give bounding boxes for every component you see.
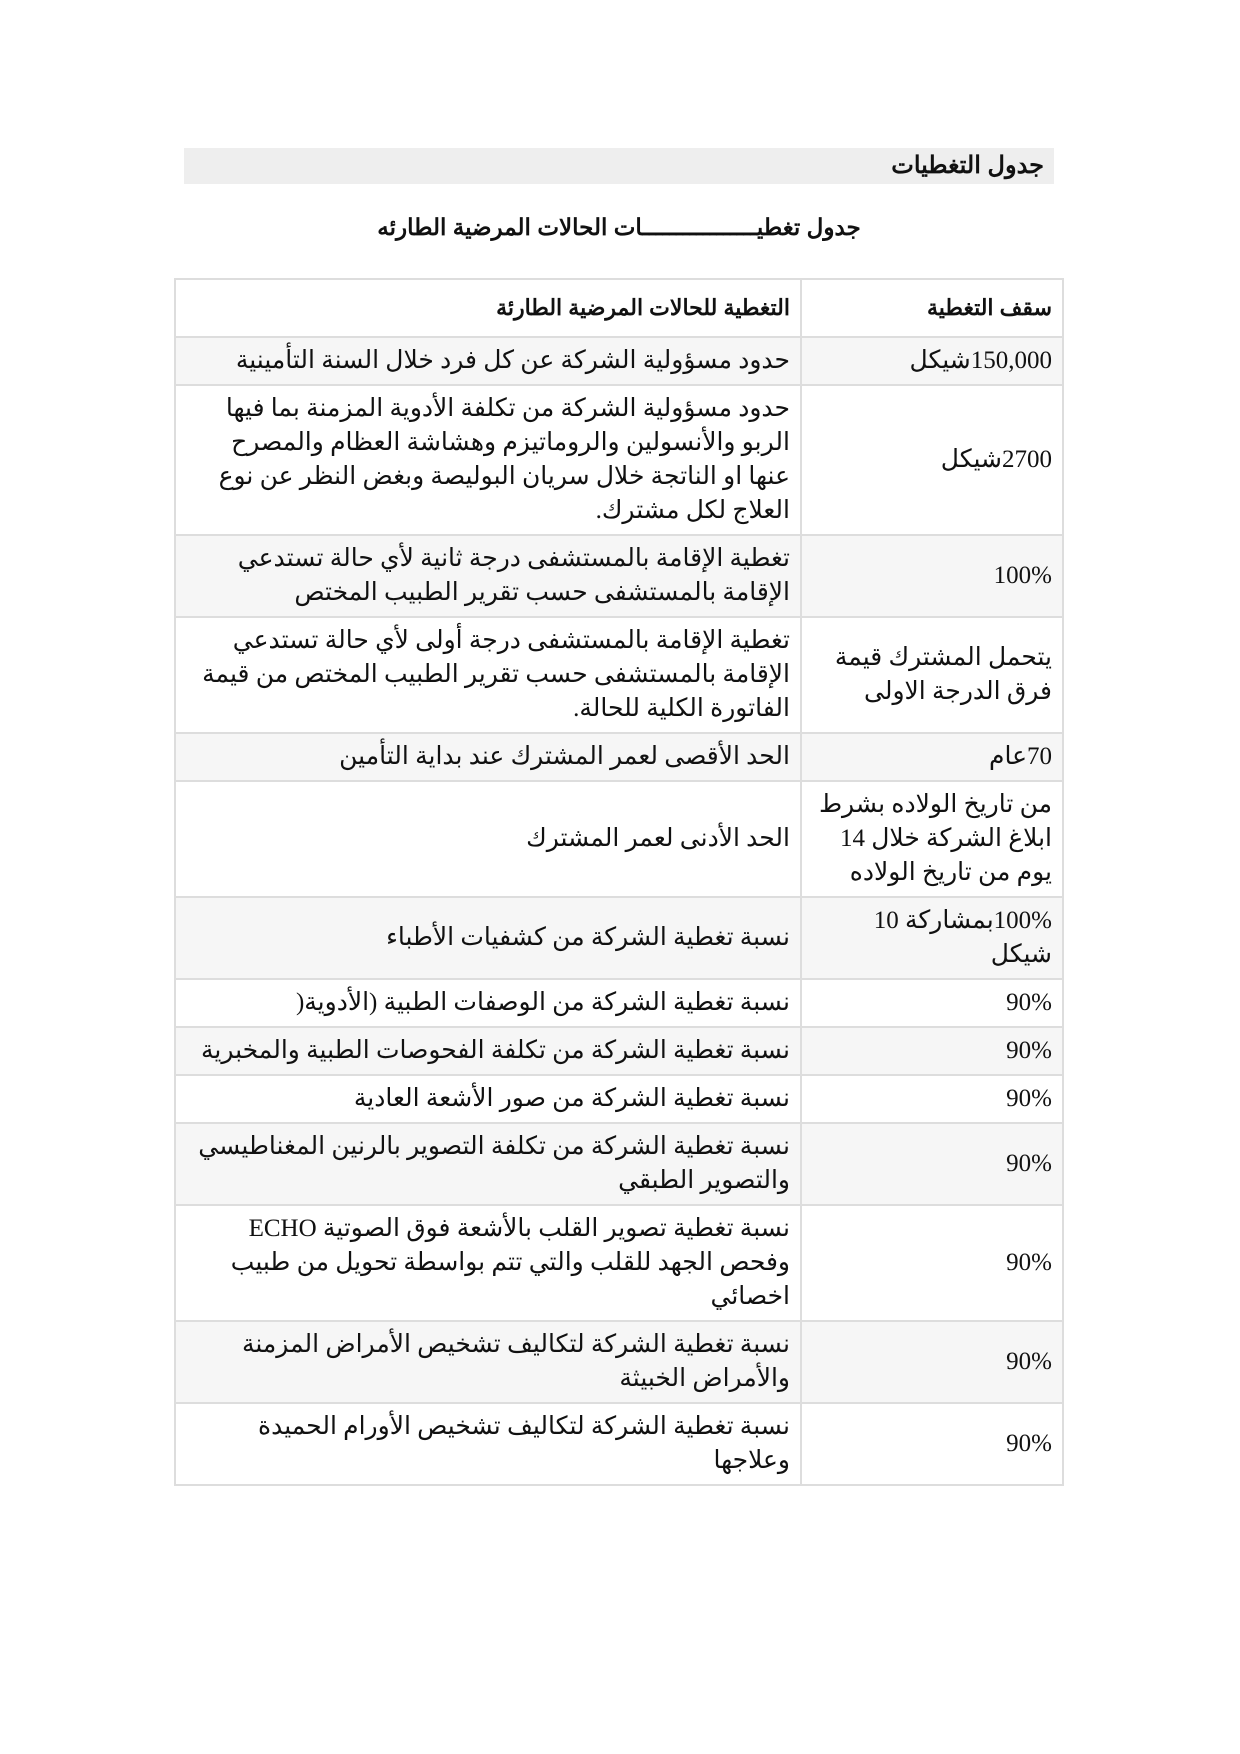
limit-cell: 70عام <box>801 733 1063 781</box>
coverage-cell: حدود مسؤولية الشركة من تكلفة الأدوية المزمنة بما فيها الربو والأنسولين والروماتيزم وهشاشة العظام والمصرح عنها او الناتجة خلال سريان البوليصة وبغض النظر عن نوع العلاج لكل مشترك. <box>175 385 801 535</box>
table-title: جدول تغطيـــــــــــــــــات الحالات المرضية الطارئه <box>377 214 861 240</box>
coverage-cell: حدود مسؤولية الشركة عن كل فرد خلال السنة التأمينية <box>175 337 801 385</box>
table-row <box>175 337 1063 385</box>
coverage-table <box>174 278 1064 1486</box>
header-limit: سقف التغطية <box>801 279 1063 337</box>
coverage-cell: نسبة تغطية الشركة من صور الأشعة العادية <box>175 1075 801 1123</box>
coverage-cell: نسبة تغطية الشركة لتكاليف تشخيص الأمراض المزمنة والأمراض الخبيثة <box>175 1321 801 1403</box>
table-row <box>175 1403 1063 1485</box>
table-row <box>175 897 1063 979</box>
limit-cell: 100% <box>801 535 1063 617</box>
coverage-cell: نسبة تغطية تصوير القلب بالأشعة فوق الصوتية ECHO وفحص الجهد للقلب والتي تتم بواسطة تحويل من طبيب اخصائي <box>175 1205 801 1321</box>
coverage-cell: الحد الأقصى لعمر المشترك عند بداية التأمين <box>175 733 801 781</box>
table-row <box>175 1321 1063 1403</box>
table-header-row <box>175 279 1063 337</box>
table-row <box>175 1027 1063 1075</box>
section-heading: جدول التغطيات <box>184 148 1054 184</box>
limit-cell: من تاريخ الولاده بشرط ابلاغ الشركة خلال 14 يوم من تاريخ الولاده <box>801 781 1063 897</box>
limit-cell: 90% <box>801 1075 1063 1123</box>
limit-cell: 90% <box>801 1123 1063 1205</box>
coverage-cell: نسبة تغطية الشركة من تكلفة التصوير بالرنين المغناطيسي والتصوير الطبقي <box>175 1123 801 1205</box>
limit-cell: 90% <box>801 979 1063 1027</box>
header-coverage: التغطية للحالات المرضية الطارئة <box>175 279 801 337</box>
table-row <box>175 781 1063 897</box>
coverage-cell: نسبة تغطية الشركة من تكلفة الفحوصات الطبية والمخبرية <box>175 1027 801 1075</box>
coverage-cell: نسبة تغطية الشركة لتكاليف تشخيص الأورام الحميدة وعلاجها <box>175 1403 801 1485</box>
table-row <box>175 535 1063 617</box>
limit-cell: 90% <box>801 1027 1063 1075</box>
table-row <box>175 733 1063 781</box>
table-row <box>175 1075 1063 1123</box>
coverage-cell: تغطية الإقامة بالمستشفى درجة أولى لأي حالة تستدعي الإقامة بالمستشفى حسب تقرير الطبيب المختص من قيمة الفاتورة الكلية للحالة. <box>175 617 801 733</box>
table-row <box>175 385 1063 535</box>
limit-cell: 90% <box>801 1321 1063 1403</box>
table-row <box>175 617 1063 733</box>
limit-cell: 90% <box>801 1205 1063 1321</box>
coverage-cell: نسبة تغطية الشركة من كشفيات الأطباء <box>175 897 801 979</box>
coverage-cell: تغطية الإقامة بالمستشفى درجة ثانية لأي حالة تستدعي الإقامة بالمستشفى حسب تقرير الطبيب المختص <box>175 535 801 617</box>
coverage-cell: الحد الأدنى لعمر المشترك <box>175 781 801 897</box>
limit-cell: 150,000شيكل <box>801 337 1063 385</box>
coverage-cell: نسبة تغطية الشركة من الوصفات الطبية (الأدوية( <box>175 979 801 1027</box>
limit-cell: 100%بمشاركة 10 شيكل <box>801 897 1063 979</box>
table-row <box>175 979 1063 1027</box>
limit-cell: 90% <box>801 1403 1063 1485</box>
table-row <box>175 1123 1063 1205</box>
limit-cell: 2700شيكل <box>801 385 1063 535</box>
table-row <box>175 1205 1063 1321</box>
limit-cell: يتحمل المشترك قيمة فرق الدرجة الاولى <box>801 617 1063 733</box>
